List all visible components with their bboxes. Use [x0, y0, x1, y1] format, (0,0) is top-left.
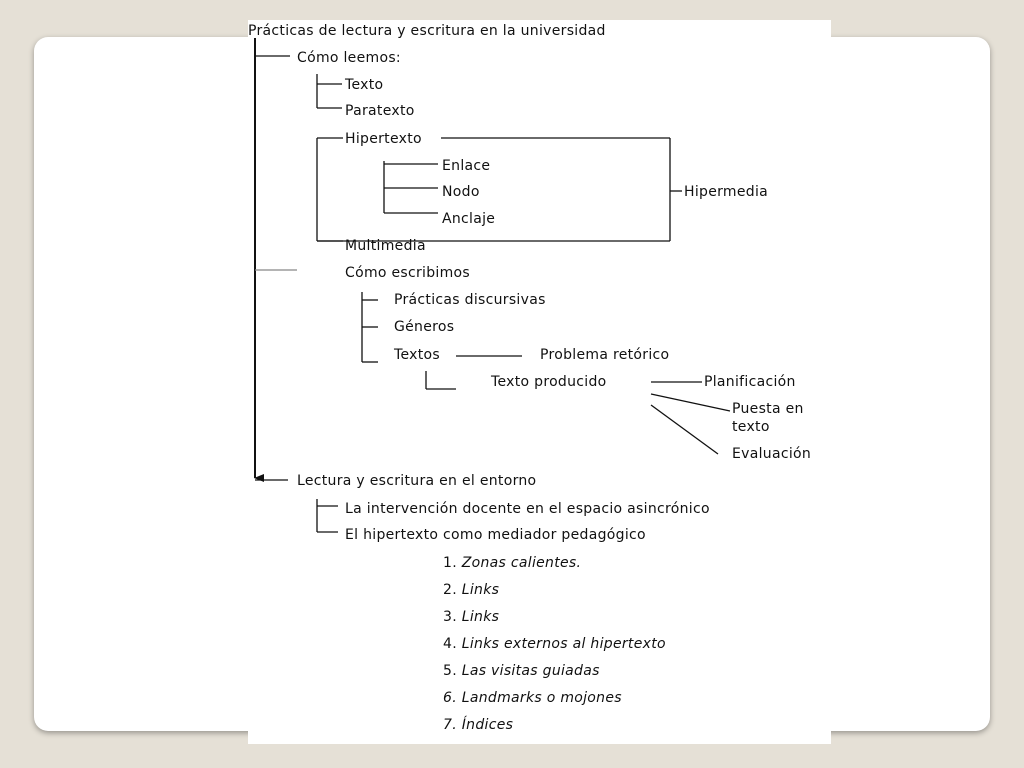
list-item-number: 6.: [443, 690, 457, 706]
list-item-text: Índices: [461, 717, 514, 733]
list-item-number: 2.: [443, 582, 457, 598]
node-como-leemos: Cómo leemos:: [297, 50, 401, 66]
node-intervencion-docente: La intervención docente en el espacio asincrónico: [345, 501, 710, 517]
node-planificacion: Planificación: [704, 374, 796, 390]
node-enlace: Enlace: [442, 158, 491, 174]
list-item-number: 5.: [443, 663, 457, 679]
diagram-title: Prácticas de lectura y escritura en la universidad: [248, 23, 606, 39]
list-item-number: 3.: [443, 609, 457, 625]
list-item-number: 7.: [443, 717, 457, 733]
node-hipermedia: Hipermedia: [684, 184, 769, 200]
list-item-number: 4.: [443, 636, 457, 652]
list-item-text: Links: [461, 609, 500, 625]
node-problema-retorico: Problema retórico: [540, 347, 670, 363]
list-item: [443, 717, 513, 733]
node-nodo: Nodo: [442, 184, 480, 200]
node-texto: Texto: [345, 77, 384, 93]
node-anclaje: Anclaje: [442, 211, 496, 227]
node-evaluacion: Evaluación: [732, 446, 812, 462]
node-entorno: Lectura y escritura en el entorno: [297, 473, 537, 489]
list-item: [443, 609, 499, 625]
node-hipertexto-mediador: El hipertexto como mediador pedagógico: [345, 527, 646, 543]
list-item-number: 1.: [443, 555, 457, 571]
node-puesta-texto: texto: [732, 419, 770, 435]
list-item: [443, 555, 581, 571]
list-item: [443, 582, 499, 598]
list-item-text: Las visitas guiadas: [461, 663, 600, 679]
connector-puesta: [651, 394, 730, 411]
list-item-text: Landmarks o mojones: [461, 690, 622, 706]
node-puesta-en: Puesta en: [732, 401, 804, 417]
node-generos: Géneros: [394, 319, 455, 335]
node-textos: Textos: [394, 347, 440, 363]
concept-diagram: [248, 20, 831, 744]
node-hipertexto: Hipertexto: [345, 131, 422, 147]
list-item-text: Links externos al hipertexto: [461, 636, 666, 652]
connector-evaluacion: [651, 405, 718, 454]
list-item: [443, 636, 666, 652]
list-item-text: Links: [461, 582, 500, 598]
node-paratexto: Paratexto: [345, 103, 415, 119]
list-item-text: Zonas calientes.: [461, 555, 582, 571]
node-multimedia: Multimedia: [345, 238, 426, 254]
list-item: [443, 663, 600, 679]
node-texto-producido: Texto producido: [491, 374, 607, 390]
node-practicas-discursivas: Prácticas discursivas: [394, 292, 546, 308]
node-como-escribimos: Cómo escribimos: [345, 265, 471, 281]
list-item: [443, 690, 622, 706]
